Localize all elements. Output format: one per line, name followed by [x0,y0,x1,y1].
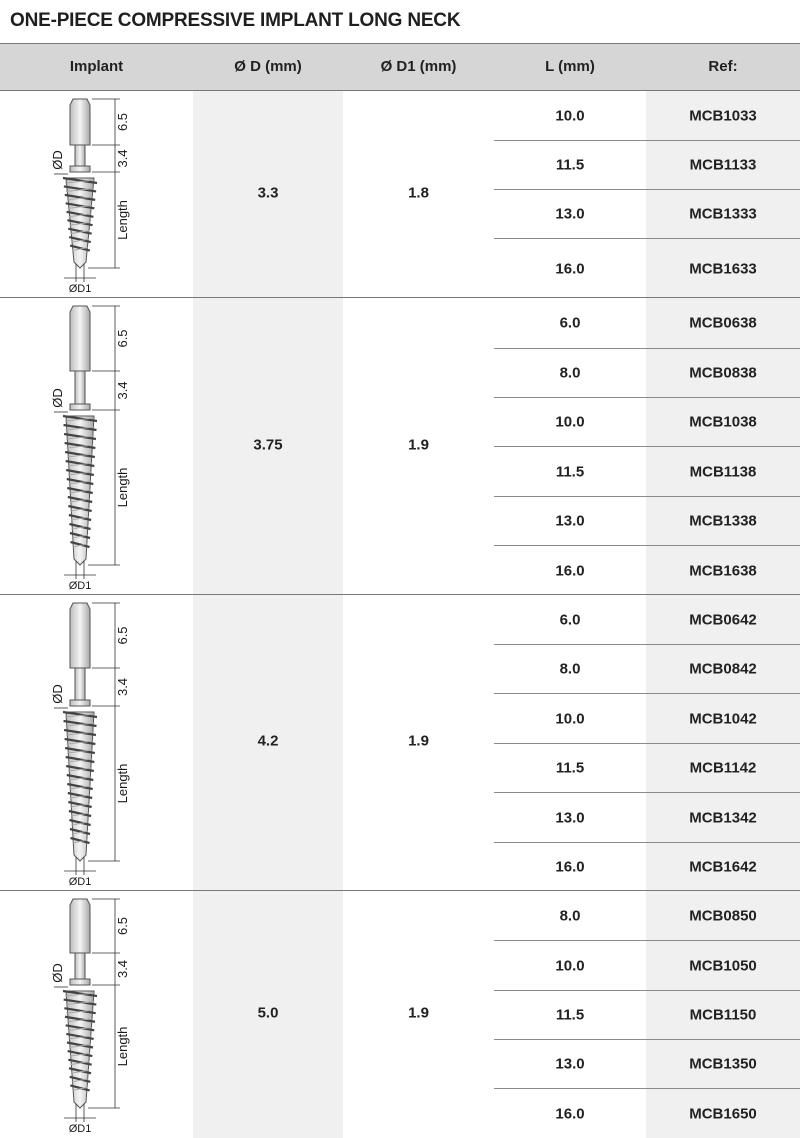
ref-value: MCB1638 [689,562,757,579]
dim-d1-label: ØD1 [68,1123,92,1135]
implant-collar [70,404,90,410]
ref-value: MCB1138 [689,463,757,480]
length-value: 16.0 [555,562,585,579]
implant-neck [75,371,85,404]
implant-group [0,595,800,891]
ref-value: MCB1650 [689,1105,757,1122]
diameter-d1-value: 1.9 [408,436,429,453]
ref-value: MCB1150 [689,1006,757,1024]
ref-value: MCB1642 [689,858,757,876]
page-title: ONE-PIECE COMPRESSIVE IMPLANT LONG NECK [10,10,461,31]
table-header [0,43,800,91]
dim-d1-label: ØD1 [68,580,92,592]
column-header-ref: Ref: [708,58,738,75]
length-value: 13.0 [555,1055,585,1073]
dim-d-label: ØD [50,684,65,704]
ref-value: MCB1050 [689,957,757,974]
length-value: 16.0 [555,1105,585,1122]
implant-drawing-1 [40,298,150,595]
ref-value: MCB1338 [689,512,757,530]
ref-value: MCB1633 [689,260,757,277]
length-value: 11.5 [555,759,585,777]
dim-neck-label: 6.5 [115,626,130,645]
length-value: 10.0 [555,710,585,727]
length-value: 8.0 [559,907,581,924]
implant-group [0,91,800,298]
ref-value: MCB1133 [689,156,757,174]
abutment-head [70,899,90,953]
implant-collar [70,979,90,985]
implant-drawing-3 [40,891,150,1138]
diameter-d1-value: 1.8 [408,184,429,201]
ref-value: MCB1350 [689,1055,757,1073]
implant-neck [75,668,85,700]
length-value: 13.0 [555,205,585,223]
length-value: 13.0 [555,809,585,826]
ref-value: MCB1033 [689,107,757,124]
implant-neck [75,145,85,166]
table-row [494,348,800,397]
table-row [494,842,800,891]
table-row [494,693,800,743]
column-header-implant: Implant [69,58,124,75]
length-value: 6.0 [559,611,581,628]
table-row [494,990,800,1039]
implant-drawing-2 [40,595,150,891]
table-row [494,397,800,446]
table-row [494,238,800,298]
diameter-value: 3.75 [253,436,283,453]
implant-group [0,891,800,1138]
column-header-diameter: Ø D (mm) [234,58,302,75]
length-value: 16.0 [555,260,585,277]
dim-length-label: Length [115,200,130,240]
length-value: 16.0 [555,858,585,876]
dim-d-label: ØD [50,150,65,170]
table-row [494,298,800,348]
diameter-value: 3.3 [257,184,279,201]
length-value: 10.0 [555,107,585,124]
diameter-d1-value: 1.9 [408,732,429,750]
implant-drawing-0 [40,91,150,298]
ref-value: MCB0850 [689,907,757,924]
table-row [494,891,800,940]
ref-value: MCB1333 [689,205,757,223]
dim-neck-label: 6.5 [115,916,130,936]
length-value: 11.5 [555,463,585,480]
table-row [494,940,800,990]
ref-value: MCB1038 [689,413,757,431]
abutment-head [70,99,90,145]
ref-value: MCB0838 [689,364,757,382]
implant-collar [70,166,90,172]
table-row [494,140,800,189]
ref-value: MCB0642 [689,611,757,628]
ref-value: MCB1042 [689,710,757,727]
implant-collar [70,700,90,706]
dim-d-label: ØD [50,388,65,408]
diameter-value: 5.0 [257,1004,279,1021]
implant-neck [75,953,85,979]
dim-length-label: Length [115,1026,130,1067]
table-row [494,743,800,792]
dim-length-label: Length [115,467,130,508]
abutment-head [70,603,90,668]
length-value: 13.0 [555,512,585,530]
column-header-diameter-d1: Ø D1 (mm) [380,58,457,75]
dim-collar-label: 3.4 [115,149,130,168]
table-row [494,1088,800,1138]
dim-neck-label: 6.5 [115,329,130,348]
dim-d1-label: ØD1 [68,876,92,888]
ref-value: MCB1142 [689,759,757,777]
diameter-value: 4.2 [257,732,279,750]
ref-value: MCB0842 [689,660,757,678]
table-row [494,189,800,238]
table-row [494,1039,800,1088]
table-row [494,595,800,644]
ref-value: MCB1342 [689,809,757,826]
dim-neck-label: 6.5 [115,112,130,132]
dim-length-label: Length [115,763,130,804]
length-value: 8.0 [559,364,581,382]
dim-collar-label: 3.4 [115,959,130,979]
table-row [494,496,800,545]
abutment-head [70,306,90,371]
dim-collar-label: 3.4 [115,381,130,400]
implant-group [0,298,800,595]
table-row [494,446,800,496]
length-value: 11.5 [555,156,585,174]
length-value: 8.0 [559,660,581,678]
table-row [494,644,800,693]
dim-d-label: ØD [50,963,65,983]
length-value: 11.5 [555,1006,585,1024]
diameter-d1-value: 1.9 [408,1004,429,1021]
table-row [494,91,800,140]
column-header-length: L (mm) [545,58,595,75]
length-value: 6.0 [559,314,581,332]
length-value: 10.0 [555,957,585,974]
ref-value: MCB0638 [689,314,757,332]
table-row [494,792,800,842]
dim-d1-label: ØD1 [68,283,92,295]
length-value: 10.0 [555,413,585,431]
table-row [494,545,800,595]
dim-collar-label: 3.4 [115,677,130,697]
